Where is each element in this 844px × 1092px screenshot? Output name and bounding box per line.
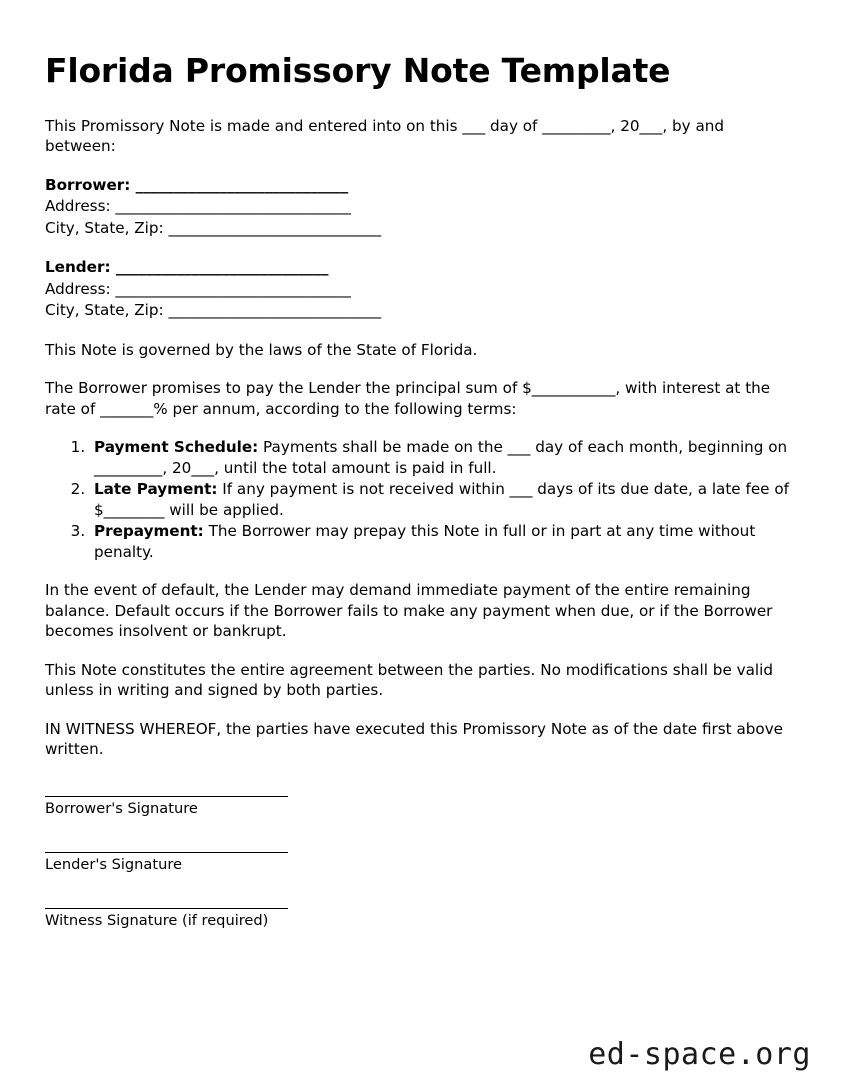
witness-whereof-paragraph: IN WITNESS WHEREOF, the parties have executed this Promissory Note as of the date first above written. xyxy=(45,719,784,759)
lender-block xyxy=(45,257,795,322)
intro-paragraph: This Promissory Note is made and entered into on this ___ day of _________, 20___, by and between: xyxy=(45,116,725,156)
lender-name-line: Lender: ____________________________ xyxy=(45,258,329,277)
default-clause-paragraph: In the event of default, the Lender may demand immediate payment of the entire remaining balance. Default occurs if the Borrower fails to make any payment when due, or if the Borrower becomes insolvent or bankrupt. xyxy=(45,581,773,641)
term-body-text: Payments shall be made on the ___ day of each month, beginning on _________, 20___, until the total amount is paid in full. xyxy=(94,438,788,477)
lender-address-line: Address: _______________________________ xyxy=(45,279,351,298)
term-lead-label: Payment Schedule: xyxy=(94,438,259,457)
borrower-city-state-zip-line: City, State, Zip: ____________________________ xyxy=(45,218,382,237)
signature-label: Lender's Signature xyxy=(45,855,183,873)
borrower-address-line: Address: _______________________________ xyxy=(45,197,351,216)
page-title: Florida Promissory Note Template xyxy=(45,51,671,90)
governing-law-paragraph: This Note is governed by the laws of the State of Florida. xyxy=(45,340,478,359)
lender-city-state-zip-line: City, State, Zip: ____________________________ xyxy=(45,301,382,320)
signature-label: Witness Signature (if required) xyxy=(45,911,269,929)
signature-rule xyxy=(45,796,288,797)
signature-borrower xyxy=(45,796,795,818)
signature-rule xyxy=(45,908,288,909)
principal-sum-paragraph: The Borrower promises to pay the Lender the principal sum of $___________, with interest at the rate of _______% per annum, according to the following terms: xyxy=(45,379,771,418)
entire-agreement-paragraph: This Note constitutes the entire agreement between the parties. No modifications shall be valid unless in writing and signed by both parties. xyxy=(45,660,773,700)
signature-witness xyxy=(45,908,795,930)
list-item xyxy=(90,437,795,478)
list-item xyxy=(90,479,795,520)
signature-rule xyxy=(45,852,288,853)
signature-lender xyxy=(45,852,795,874)
borrower-block xyxy=(45,175,795,240)
list-item xyxy=(90,521,795,562)
term-body-text: If any payment is not received within ___ days of its due date, a late fee of $________ will be applied. xyxy=(94,480,789,519)
footer-watermark: ed-space.org xyxy=(588,1037,811,1072)
term-body-text: The Borrower may prepay this Note in full or in part at any time without penalty. xyxy=(94,522,756,561)
term-lead-label: Late Payment: xyxy=(94,480,218,499)
signature-label: Borrower's Signature xyxy=(45,799,198,817)
signature-block xyxy=(45,796,795,930)
term-lead-label: Prepayment: xyxy=(94,522,204,541)
terms-list xyxy=(45,437,795,562)
borrower-name-line: Borrower: ____________________________ xyxy=(45,175,349,194)
